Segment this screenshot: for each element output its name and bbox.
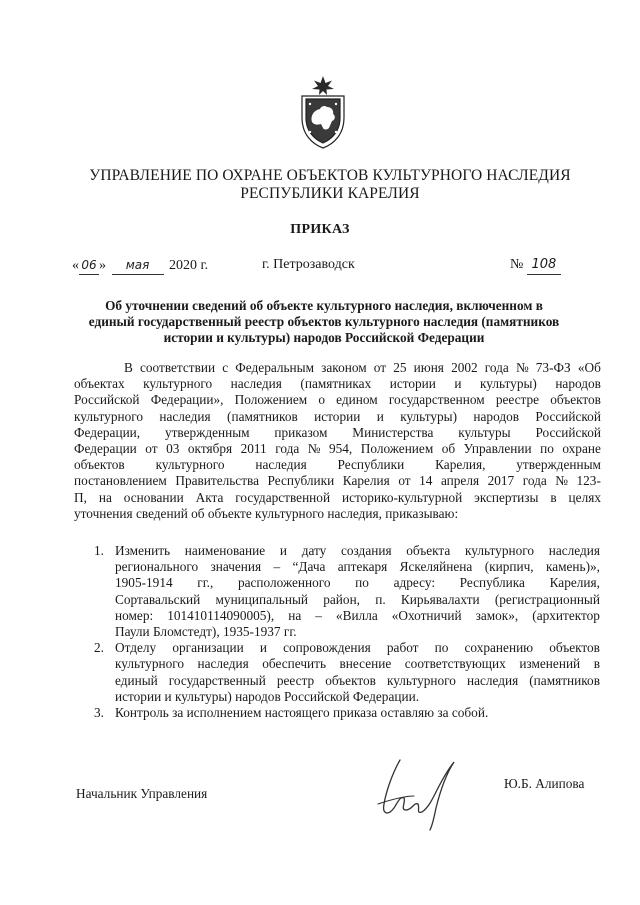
- list-item-number: 3.: [94, 705, 104, 721]
- word: (памятников: [227, 408, 298, 424]
- word: организации: [172, 640, 244, 656]
- word: 954,: [328, 441, 353, 457]
- word: истории: [389, 376, 436, 392]
- order-items-list: [94, 543, 600, 721]
- word: п.: [375, 591, 386, 607]
- word: государственный: [168, 672, 266, 688]
- word: культурного: [386, 672, 456, 688]
- word: создания: [341, 543, 392, 558]
- word: июня: [413, 360, 444, 375]
- signer-name: Ю.Б. Алипова: [504, 776, 585, 791]
- word: изменений: [519, 656, 581, 672]
- word: объектах: [74, 376, 125, 392]
- word: и: [376, 408, 384, 424]
- organization-name-line-1: УПРАВЛЕНИЕ ПО ОХРАНЕ ОБЪЕКТОВ КУЛЬТУРНОГО НАСЛЕДИЯ: [89, 167, 571, 184]
- order-title-line: истории и культуры) народов Российской Федерации: [163, 330, 485, 345]
- word: объектов: [325, 672, 376, 688]
- word: Республики: [267, 473, 335, 489]
- word: Карелия,: [435, 457, 486, 473]
- word: народов: [473, 408, 520, 424]
- preamble-line: [74, 441, 601, 457]
- word: 73-ФЗ: [535, 360, 571, 375]
- word: по: [355, 575, 369, 591]
- word: Федерации»,: [150, 392, 224, 408]
- list-item-number: 1.: [94, 543, 104, 558]
- word: (памятников: [529, 672, 600, 688]
- word: государственном: [388, 392, 485, 408]
- list-item-line: [115, 575, 600, 591]
- word: культурного: [155, 457, 225, 473]
- list-item-line: [115, 656, 600, 672]
- word: от: [373, 360, 387, 375]
- word: наследия: [230, 376, 282, 392]
- list-item: [94, 543, 600, 640]
- word: сопровождения: [283, 640, 371, 656]
- word: номер:: [115, 607, 154, 623]
- word: Республики: [337, 457, 405, 473]
- word: реестре: [495, 392, 540, 408]
- preamble-line: [74, 457, 601, 473]
- word: экспертизы: [474, 489, 539, 505]
- list-item-line: Контроль за исполнением настоящего приказа оставляю за собой.: [115, 705, 489, 721]
- preamble-line: уточнения сведений об объекте культурного наследия, приказываю:: [74, 505, 459, 521]
- word: в: [593, 656, 600, 672]
- date-year: 2020 г.: [169, 258, 209, 273]
- word: с: [222, 360, 229, 375]
- word: Карелия: [342, 473, 390, 489]
- word: №: [307, 441, 321, 457]
- date-open-quote: «: [72, 258, 79, 273]
- word: народов: [555, 376, 601, 392]
- word: П,: [74, 489, 87, 505]
- word: регионального: [115, 559, 199, 575]
- preamble-line: [74, 473, 601, 489]
- list-item-line: [115, 543, 600, 559]
- preamble-line: [74, 360, 601, 376]
- list-item-line: [115, 608, 600, 624]
- word: Положением: [360, 441, 434, 457]
- word: камень)»,: [545, 559, 600, 575]
- word: наследия: [197, 656, 249, 672]
- word: культурного: [74, 408, 143, 424]
- word: от: [398, 473, 411, 489]
- word: года: [275, 441, 300, 457]
- word: культурного: [465, 543, 535, 558]
- word: объектов: [549, 640, 600, 656]
- word: район,: [323, 591, 361, 607]
- coat-of-arms-emblem: [296, 72, 350, 150]
- signer-title: Начальник Управления: [76, 786, 208, 801]
- word: постановлением: [74, 473, 167, 489]
- word: соответствии: [140, 360, 216, 375]
- word: государственной: [235, 489, 331, 505]
- preamble-line: [74, 490, 601, 506]
- word: Республика: [459, 575, 525, 591]
- word: «Охотничий: [391, 607, 462, 623]
- word: 2011: [240, 441, 267, 457]
- number-prefix: №: [510, 257, 524, 272]
- word: 25: [393, 360, 407, 375]
- date-month-handwritten: мая: [112, 256, 164, 275]
- word: по: [540, 441, 554, 457]
- order-date: [72, 256, 208, 275]
- word: от: [145, 441, 158, 457]
- word: работ: [386, 640, 419, 656]
- word: культуры): [400, 408, 458, 424]
- organization-name-line-2: РЕСПУБЛИКИ КАРЕЛИЯ: [240, 185, 420, 202]
- document-type-heading: ПРИКАЗ: [290, 222, 350, 237]
- word: адресу:: [393, 575, 436, 591]
- order-preamble: [74, 360, 601, 522]
- word: в: [550, 489, 557, 505]
- word: 1905-1914: [115, 575, 173, 591]
- list-item: [94, 705, 600, 721]
- word: Управлении: [463, 441, 532, 457]
- word: дату: [301, 543, 327, 558]
- word: наследия: [255, 457, 307, 473]
- word: «Вилла: [335, 607, 378, 623]
- order-city: г. Петрозаводск: [262, 257, 355, 272]
- list-item: [94, 640, 600, 705]
- word: –: [315, 607, 322, 623]
- order-title-line: единый государственный реестр объектов культурного наследия (памятников: [88, 314, 560, 329]
- word: Министерства: [352, 424, 434, 440]
- word: объекта: [406, 543, 451, 558]
- word: 2002: [451, 360, 478, 375]
- preamble-line: [74, 425, 601, 441]
- order-number: [510, 256, 561, 275]
- word: Акта: [195, 489, 224, 505]
- word: расположенного: [237, 575, 331, 591]
- word: сохранению: [464, 640, 534, 656]
- word: культурного: [115, 656, 184, 672]
- word: 101410114090005),: [167, 607, 275, 623]
- word: 14: [419, 473, 433, 489]
- list-item-line: истории и культуры) народов Российской Федерации.: [115, 688, 420, 704]
- word: утвержденным: [516, 457, 601, 473]
- date-day-handwritten: 06: [79, 256, 99, 275]
- list-item-line: [115, 559, 600, 575]
- word: Федерации: [74, 441, 137, 457]
- word: гг.,: [197, 575, 214, 591]
- word: муниципальный: [215, 591, 309, 607]
- word: объектов: [74, 457, 125, 473]
- word: «Об: [577, 360, 601, 375]
- word: по: [434, 640, 449, 656]
- word: года: [522, 473, 547, 489]
- word: Федеральным: [235, 360, 315, 375]
- word: на: [288, 607, 302, 623]
- word: значения: [210, 559, 262, 575]
- word: историко-культурной: [341, 489, 463, 505]
- word: законом: [321, 360, 367, 375]
- word: утвержденным: [164, 424, 250, 440]
- word: №: [555, 473, 568, 489]
- word: приказом: [274, 424, 328, 440]
- word: объектов: [550, 392, 601, 408]
- word: Яскеляйнена: [399, 559, 473, 575]
- word: наименование: [184, 543, 266, 558]
- word: Положением: [234, 392, 308, 408]
- word: (регистрационный: [494, 591, 600, 607]
- word: Правительства: [175, 473, 260, 489]
- word: замок»,: [475, 607, 519, 623]
- word: культуры): [480, 376, 537, 392]
- word: и: [259, 640, 267, 656]
- list-item-number: 2.: [94, 640, 104, 656]
- word: Российской: [74, 392, 140, 408]
- preamble-line: [74, 392, 601, 408]
- word: истории: [314, 408, 361, 424]
- list-item-line: [115, 592, 600, 608]
- word: “Дача: [292, 559, 326, 575]
- list-item-line: Паули Бломстедт), 1935-1937 гг.: [115, 624, 297, 640]
- word: наследия: [159, 408, 211, 424]
- word: года: [484, 360, 509, 375]
- word: Изменить: [115, 543, 171, 558]
- word: Отделу: [115, 640, 157, 656]
- word: 2017: [487, 473, 515, 489]
- word: и: [454, 376, 462, 392]
- word: Российской: [535, 424, 601, 440]
- number-value-handwritten: 108: [527, 256, 561, 275]
- word: единый: [115, 672, 158, 688]
- word: (архитектор: [532, 607, 600, 623]
- date-close-quote: »: [99, 258, 106, 273]
- word: культурного: [143, 376, 213, 392]
- preamble-line: [74, 376, 601, 392]
- word: наследия: [466, 672, 519, 688]
- word: охране: [562, 441, 601, 457]
- order-title-line: Об уточнении сведений об объекте культурного наследия, включенном в: [105, 298, 543, 313]
- word: Кирьявалахти: [400, 591, 480, 607]
- order-title: [74, 298, 574, 346]
- word: культуры: [458, 424, 511, 440]
- list-item-line: [115, 673, 600, 689]
- word: октября: [187, 441, 233, 457]
- word: аптекаря: [337, 559, 388, 575]
- word: Карелия,: [549, 575, 600, 591]
- word: Российской: [535, 408, 601, 424]
- word: о: [318, 392, 325, 408]
- word: обеспечить: [262, 656, 327, 672]
- word: В: [124, 360, 133, 375]
- word: №: [515, 360, 529, 375]
- word: наследия: [548, 543, 600, 558]
- word: (памятниках: [300, 376, 372, 392]
- word: едином: [336, 392, 378, 408]
- word: –: [273, 559, 281, 575]
- word: и: [279, 543, 287, 558]
- word: целях: [568, 489, 601, 505]
- word: реестр: [276, 672, 315, 688]
- preamble-line: [74, 409, 601, 425]
- word: 123-: [576, 473, 601, 489]
- handwritten-signature: [370, 752, 466, 832]
- word: соответствующих: [404, 656, 506, 672]
- word: (кирпич,: [484, 559, 534, 575]
- word: Сортавальский: [115, 591, 201, 607]
- word: основании: [123, 489, 184, 505]
- word: внесение: [339, 656, 392, 672]
- word: об: [441, 441, 456, 457]
- word: Федерации,: [74, 424, 141, 440]
- word: апреля: [440, 473, 480, 489]
- word: на: [98, 489, 112, 505]
- word: 03: [166, 441, 180, 457]
- list-item-line: [115, 640, 600, 656]
